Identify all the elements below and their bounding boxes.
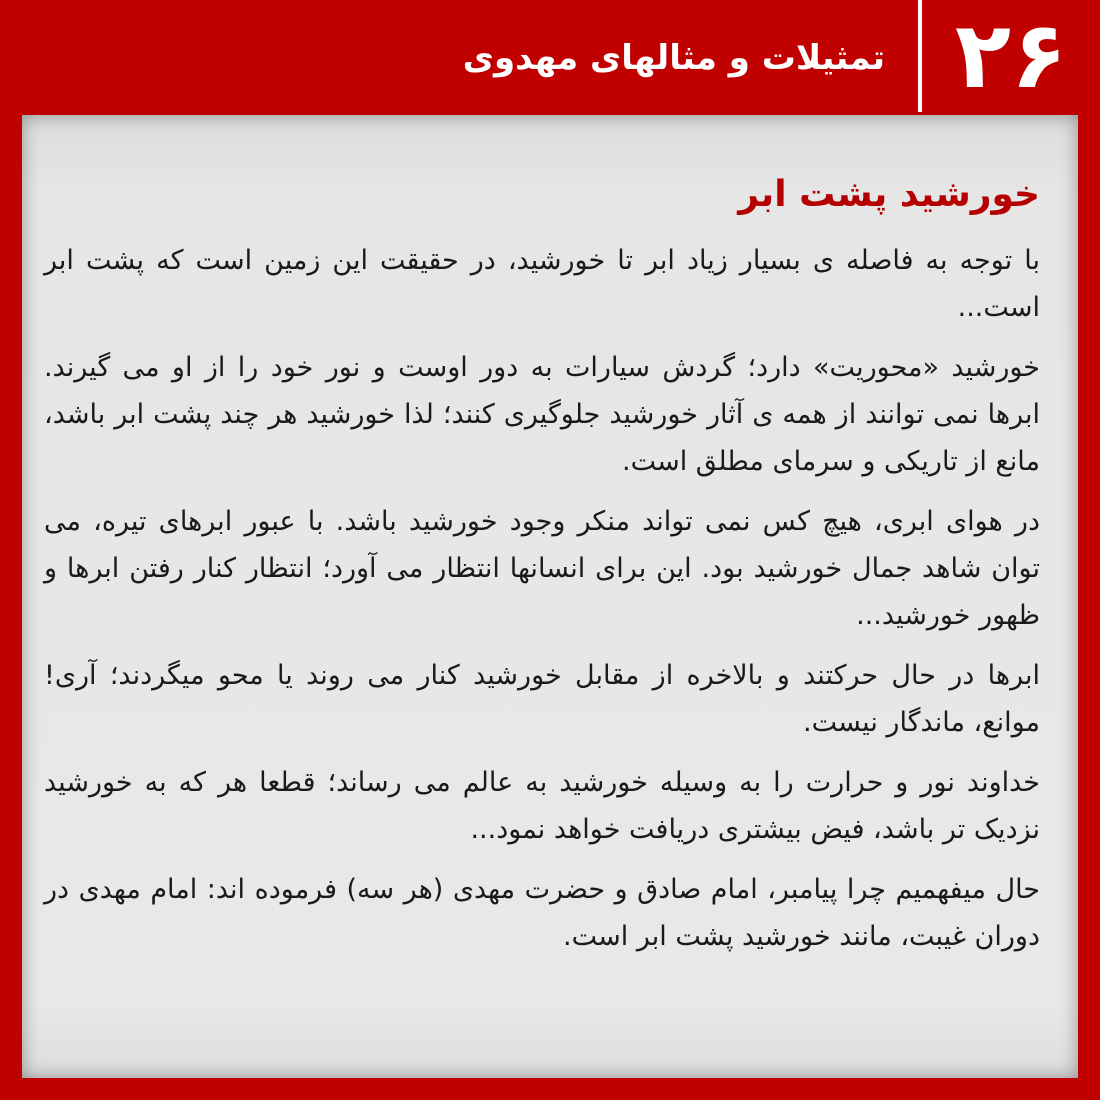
paragraph-6: حال میفهمیم چرا پیامبر، امام صادق و حضرت مهدی (هر سه) فرموده اند: امام مهدی در دوران غیبت، مانند خورشید پشت ابر است. [44,874,1040,952]
header-bar [0,0,1100,112]
header-divider [918,0,922,112]
issue-number: ۲۶ [954,2,1068,109]
paragraph-4: ابرها در حال حرکتند و بالاخره از مقابل خورشید کنار می روند یا محو میگردند؛ آری! موانع، ماندگار نیست. [44,660,1040,738]
paragraph-5: خداوند نور و حرارت را به وسیله خورشید به عالم می رساند؛ قطعا هر که به خورشید نزدیک تر باشد، فیض بیشتری دریافت خواهد نمود... [44,767,1040,845]
paragraph-3: در هوای ابری، هیچ کس نمی تواند منکر وجود خورشید باشد. با عبور ابرهای تیره، می توان شاهد جمال خورشید بود. این برای انسانها انتظار می آورد؛ انتظار کنار رفتن ابرها و ظهور خورشید... [44,506,1040,631]
paragraph-2: خورشید «محوریت» دارد؛ گردش سیارات به دور اوست و نور خود را از او می گیرند. ابرها نمی توانند از همه ی آثار خورشید جلوگیری کنند؛ لذا خورشید هر چند پشت ابر باشد، مانع از تاریکی و سرمای مطلق است. [44,352,1040,477]
content-panel [22,115,1078,1078]
article-title: خورشید پشت ابر [738,174,1040,215]
series-title: تمثیلات و مثالهای مهدوی [462,38,885,78]
article [44,167,1040,973]
paragraph-1: با توجه به فاصله ی بسیار زیاد ابر تا خورشید، در حقیقت این زمین است که پشت ابر است... [44,245,1040,323]
